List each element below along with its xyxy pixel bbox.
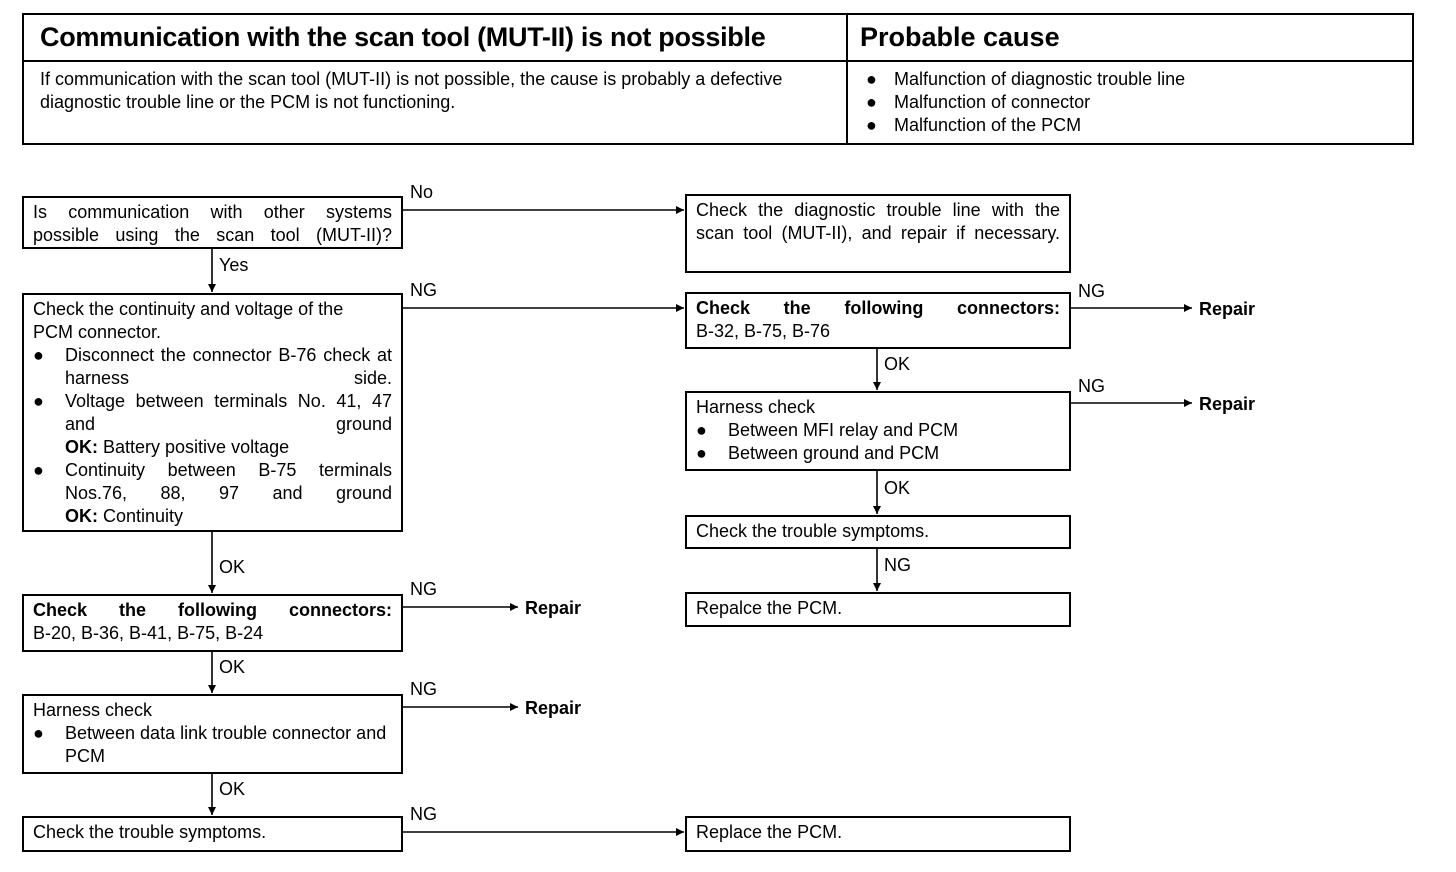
branch-label-no: No	[410, 182, 434, 202]
diagnostic-line-check-box: Check the diagnostic trouble line with the scan tool (MUT-II), and repair if necessary.	[685, 194, 1071, 273]
probable-cause-item: ● Malfunction of diagnostic trouble line	[866, 69, 1186, 89]
branch-label-ng: NG	[410, 280, 437, 300]
check-item: ● Between ground and PCM	[696, 443, 940, 463]
trouble-symptoms-right-box: Check the trouble symptoms.	[685, 515, 1071, 549]
bullet-icon: ●	[33, 723, 44, 743]
bullet-icon: ●	[866, 69, 877, 89]
branch-label-ng: NG	[1078, 376, 1105, 396]
harness-check-left-box: Harness check ● Between data link trouble connector and PCM	[22, 694, 403, 774]
branch-label-ok: OK	[219, 657, 246, 677]
bullet-icon: ●	[33, 391, 44, 411]
branch-label-ng: NG	[884, 555, 911, 575]
check-item: ● Continuity between B-75 terminals Nos.76, 88, 97 and ground OK: Continuity	[33, 460, 392, 526]
branch-label-ok: OK	[219, 557, 246, 577]
connector-check-right-box: Check the following connectors: B-32, B-75, B-76	[685, 292, 1071, 349]
branch-label-ng: NG	[410, 804, 437, 824]
probable-cause-title: Probable cause	[860, 22, 1060, 52]
harness-check-right-box: Harness check ● Between MFI relay and PCM ● Between ground and PCM	[685, 391, 1071, 471]
bullet-icon: ●	[33, 345, 44, 365]
replace-pcm-bottom-box: Replace the PCM.	[685, 816, 1071, 852]
branch-label-ok: OK	[884, 354, 911, 374]
check-item: ● Between data link trouble connector and PCM	[33, 723, 387, 766]
check-item: ● Disconnect the connector B-76 check at harness side.	[33, 345, 392, 388]
question-communication-box: Is communication with other systems possible using the scan tool (MUT-II)?	[22, 196, 403, 249]
bullet-icon: ●	[866, 115, 877, 135]
check-item: ● Between MFI relay and PCM	[696, 420, 959, 440]
branch-label-yes: Yes	[219, 255, 249, 275]
branch-label-ok: OK	[884, 478, 911, 498]
repair-label: Repair	[525, 598, 582, 618]
replace-pcm-right-box: Repalce the PCM.	[685, 592, 1071, 627]
connector-check-left-box: Check the following connectors: B-20, B-36, B-41, B-75, B-24	[22, 594, 403, 652]
check-item: ● Voltage between terminals No. 41, 47 and ground OK: Battery positive voltage	[33, 391, 392, 457]
header-title: Communication with the scan tool (MUT-II) is not possible	[40, 22, 766, 52]
branch-label-ng: NG	[410, 579, 437, 599]
repair-label: Repair	[525, 698, 582, 718]
probable-cause-item: ● Malfunction of connector	[866, 92, 1091, 112]
bullet-icon: ●	[696, 420, 707, 440]
bullet-icon: ●	[696, 443, 707, 463]
branch-label-ok: OK	[219, 779, 246, 799]
bullet-icon: ●	[866, 92, 877, 112]
header-description: If communication with the scan tool (MUT-II) is not possible, the cause is probably a defective diagnostic trouble line or the PCM is not functioning.	[40, 69, 783, 112]
bullet-icon: ●	[33, 460, 44, 480]
branch-label-ng: NG	[1078, 281, 1105, 301]
branch-label-ng: NG	[410, 679, 437, 699]
probable-cause-item: ● Malfunction of the PCM	[866, 115, 1082, 135]
pcm-connector-check-box: Check the continuity and voltage of the PCM connector. ● Disconnect the connector B-76 check at harness side. ● Voltage between terminals No. 41, 47 and ground OK: Battery positive voltage ● Continuity between B-75 terminals Nos.76, 88, 97 and ground OK: Continuity	[22, 293, 403, 532]
repair-label: Repair	[1199, 299, 1256, 319]
trouble-symptoms-left-box: Check the trouble symptoms.	[22, 816, 403, 852]
repair-label: Repair	[1199, 394, 1256, 414]
